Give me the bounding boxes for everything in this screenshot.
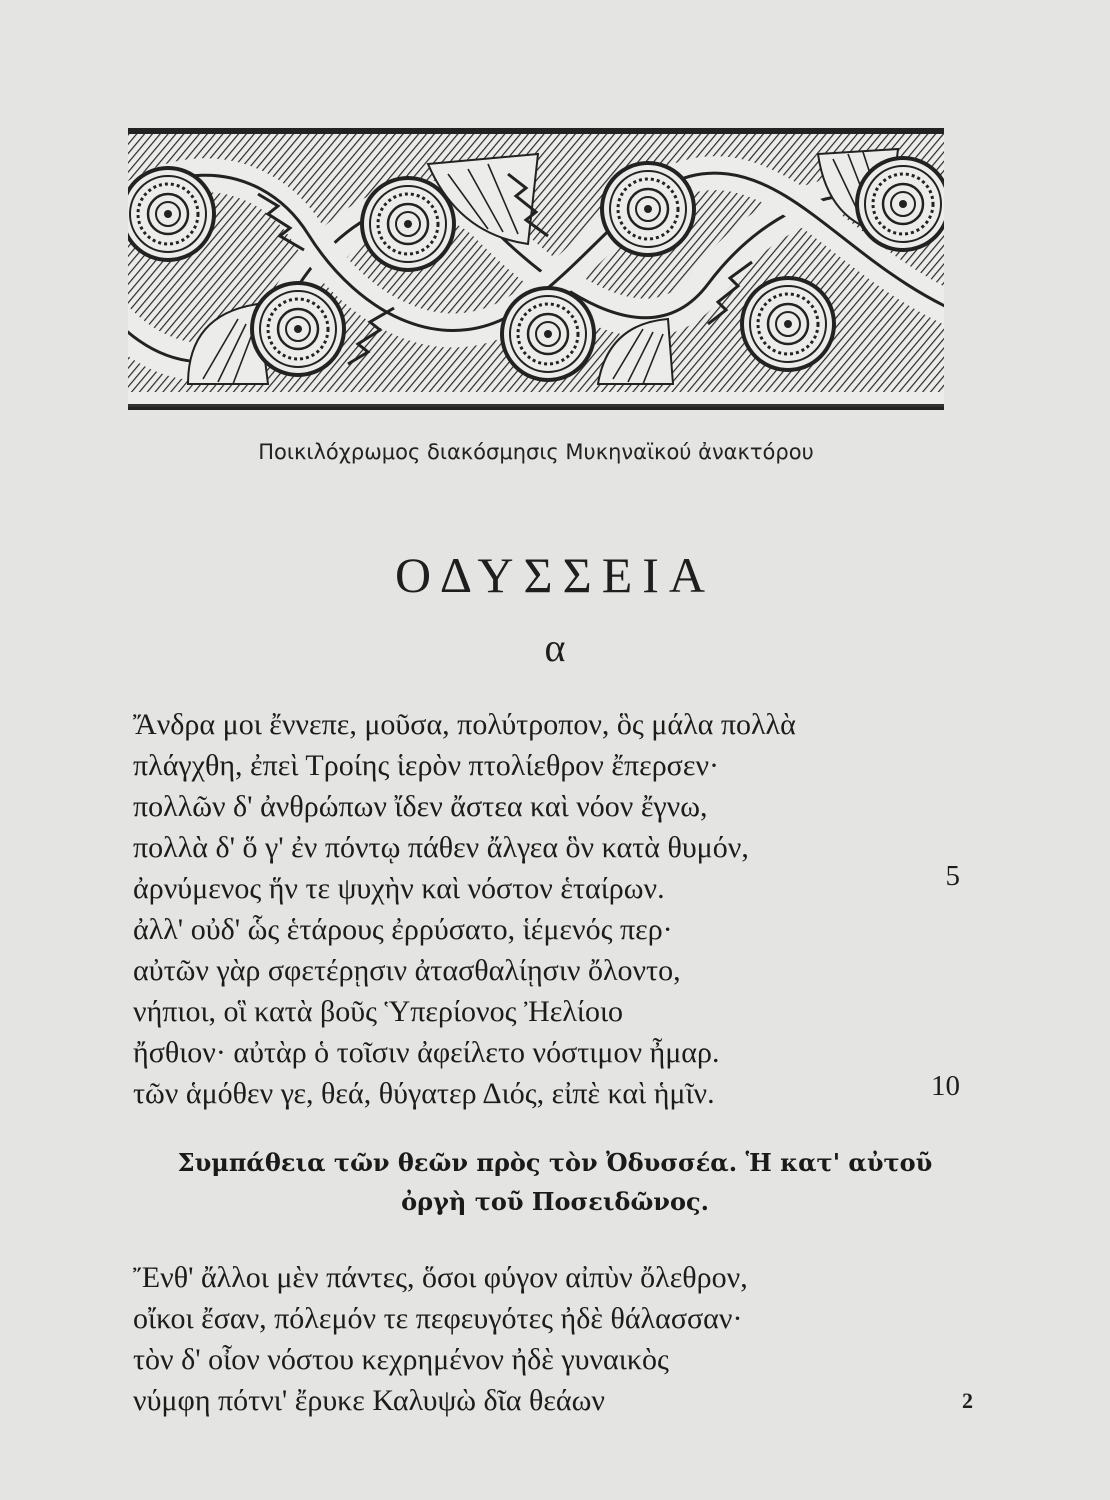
section-heading-line: ὀργὴ τοῦ Ποσειδῶνος. [401, 1187, 709, 1216]
page-number: 2 [962, 1388, 973, 1413]
verse-line: Ἔνθ' ἄλλοι μὲν πάντες, ὅσοι φύγον αἰπὺν ὄλεθρον, [133, 1261, 748, 1294]
verse-line: οἴκοι ἔσαν, πόλεμόν τε πεφευγότες ἠδὲ θάλασσαν· [133, 1302, 743, 1335]
verse-line: ἀρνύμενος ἥν τε ψυχὴν καὶ νόστον ἑταίρων. [133, 872, 665, 905]
verse-line: νήπιοι, οἳ κατὰ βοῦς Ὑπερίονος Ἠελίοιο [133, 995, 624, 1028]
verse-line: τῶν ἁμόθεν γε, θεά, θύγατερ Διός, εἰπὲ καὶ ἡμῖν. [133, 1077, 715, 1110]
page-title: ΟΔΥΣΣΕΙΑ [395, 547, 715, 603]
frieze-caption: Ποικιλόχρωμος διακόσμησις Μυκηναϊκού ἀνακτόρου [258, 440, 814, 464]
line-number: 5 [945, 860, 960, 892]
book-letter: α [544, 625, 566, 670]
verse-line: αὐτῶν γὰρ σφετέρῃσιν ἀτασθαλίῃσιν ὄλοντο, [133, 954, 681, 987]
verse-line: ἀλλ' οὐδ' ὧς ἑτάρους ἐρρύσατο, ἱέμενός περ· [133, 913, 673, 946]
verse-line: Ἄνδρα μοι ἔννεπε, μοῦσα, πολύτροπον, ὃς μάλα πολλὰ [133, 708, 796, 741]
verse-line: πλάγχθη, ἐπεὶ Τροίης ἱερὸν πτολίεθρον ἔπερσεν· [133, 749, 720, 782]
line-number: 10 [931, 1070, 960, 1102]
verse-line: ἤσθιον· αὐτὰρ ὁ τοῖσιν ἀφείλετο νόστιμον ἦμαρ. [133, 1036, 720, 1069]
section-heading-line: Συμπάθεια τῶν θεῶν πρὸς τὸν Ὀδυσσέα. Ἡ κατ' αὐτοῦ [177, 1148, 933, 1177]
verse-line: τὸν δ' οἶον νόστου κεχρημένον ἠδὲ γυναικὸς [133, 1343, 669, 1376]
verse-line: πολλὰ δ' ὅ γ' ἐν πόντῳ πάθεν ἄλγεα ὃν κατὰ θυμόν, [133, 831, 749, 864]
verse-line: νύμφη πότνι' ἔρυκε Καλυψὼ δῖα θεάων [133, 1384, 605, 1417]
verse-line: πολλῶν δ' ἀνθρώπων ἴδεν ἄστεα καὶ νόον ἔγνω, [133, 790, 708, 823]
